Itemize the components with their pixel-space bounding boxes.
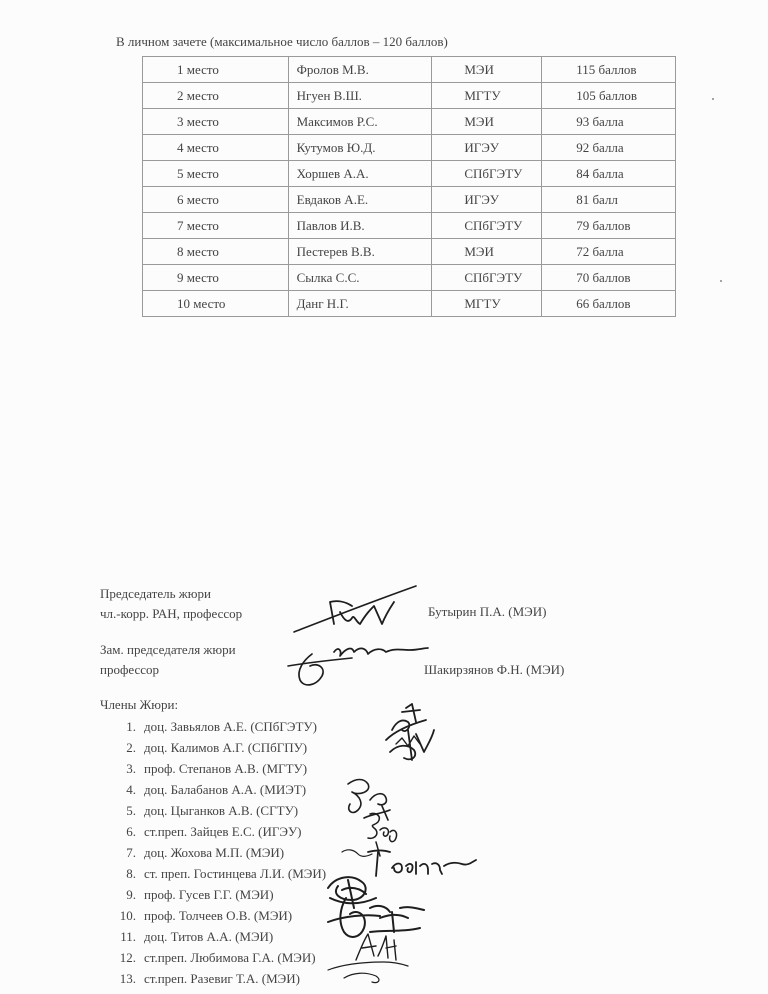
member-signature-1	[372, 700, 442, 770]
vice-chair-name: Шакирзянов Ф.Н. (МЭИ)	[424, 662, 565, 677]
member-number: 7.	[126, 845, 136, 860]
org-cell: СПбГЭТУ	[432, 161, 542, 187]
list-item	[100, 842, 326, 863]
member-text: проф. Степанов А.В. (МГТУ)	[144, 761, 308, 776]
org-cell: СПбГЭТУ	[432, 265, 542, 291]
member-signature-2	[338, 770, 408, 826]
list-item	[100, 905, 326, 926]
org-cell: ИГЭУ	[432, 135, 542, 161]
table-row	[143, 57, 676, 83]
name-cell: Хоршев А.А.	[288, 161, 432, 187]
list-item	[100, 779, 326, 800]
table-row	[143, 265, 676, 291]
member-signature-3	[336, 810, 406, 870]
place-cell: 10 место	[143, 291, 289, 317]
name-cell: Нгуен В.Ш.	[288, 83, 432, 109]
member-number: 1.	[126, 719, 136, 734]
vice-chair-rank: профессор	[100, 662, 160, 677]
org-cell: МГТУ	[432, 291, 542, 317]
name-cell: Фролов М.В.	[288, 57, 432, 83]
member-signature-4	[360, 844, 480, 884]
member-number: 13.	[119, 971, 136, 986]
score-cell: 115 баллов	[542, 57, 676, 83]
member-number: 5.	[126, 803, 136, 818]
member-text: ст.преп. Зайцев Е.С. (ИГЭУ)	[144, 824, 302, 839]
name-cell: Павлов И.В.	[288, 213, 432, 239]
member-signature-6	[320, 888, 430, 948]
score-cell: 66 баллов	[542, 291, 676, 317]
org-cell: МЭИ	[432, 239, 542, 265]
member-number: 6.	[126, 824, 136, 839]
name-cell: Кутумов Ю.Д.	[288, 135, 432, 161]
list-item	[100, 926, 326, 947]
member-number: 12.	[119, 950, 136, 965]
table-row	[143, 109, 676, 135]
member-text: ст.преп. Разевиг Т.А. (МЭИ)	[144, 971, 300, 986]
member-text: ст.преп. Любимова Г.А. (МЭИ)	[144, 950, 316, 965]
table-row	[143, 83, 676, 109]
org-cell: МЭИ	[432, 57, 542, 83]
member-number: 10.	[119, 908, 136, 923]
member-number: 3.	[126, 761, 136, 776]
score-cell: 105 баллов	[542, 83, 676, 109]
place-cell: 5 место	[143, 161, 289, 187]
org-cell: МЭИ	[432, 109, 542, 135]
chair-title: Председатель жюри	[100, 586, 211, 601]
org-cell: ИГЭУ	[432, 187, 542, 213]
member-text: доц. Жохова М.П. (МЭИ)	[144, 845, 285, 860]
place-cell: 7 место	[143, 213, 289, 239]
member-text: доц. Цыганков А.В. (СГТУ)	[144, 803, 299, 818]
results-table	[142, 56, 676, 317]
table-row	[143, 213, 676, 239]
member-text: доц. Титов А.А. (МЭИ)	[144, 929, 274, 944]
table-caption: В личном зачете (максимальное число баллов – 120 баллов)	[116, 34, 448, 49]
place-cell: 1 место	[143, 57, 289, 83]
member-number: 2.	[126, 740, 136, 755]
table-row	[143, 291, 676, 317]
place-cell: 9 место	[143, 265, 289, 291]
score-cell: 70 баллов	[542, 265, 676, 291]
vice-chair-block	[100, 640, 236, 680]
vice-chair-signature	[282, 636, 432, 696]
members-list	[100, 716, 326, 989]
member-text: проф. Толчеев О.В. (МЭИ)	[144, 908, 293, 923]
score-cell: 79 баллов	[542, 213, 676, 239]
score-cell: 93 балла	[542, 109, 676, 135]
place-cell: 2 место	[143, 83, 289, 109]
list-item	[100, 968, 326, 989]
org-cell: СПбГЭТУ	[432, 213, 542, 239]
list-item	[100, 884, 326, 905]
member-signature-5	[318, 868, 388, 912]
member-signature-7	[324, 926, 414, 986]
place-cell: 3 место	[143, 109, 289, 135]
scan-speck	[712, 98, 714, 100]
list-item	[100, 800, 326, 821]
place-cell: 8 место	[143, 239, 289, 265]
member-text: доц. Завьялов А.Е. (СПбГЭТУ)	[144, 719, 317, 734]
member-number: 8.	[126, 866, 136, 881]
vice-chair-title: Зам. председателя жюри	[100, 642, 236, 657]
member-text: проф. Гусев Г.Г. (МЭИ)	[144, 887, 274, 902]
list-item	[100, 758, 326, 779]
score-cell: 72 балла	[542, 239, 676, 265]
member-number: 9.	[126, 887, 136, 902]
list-item	[100, 947, 326, 968]
score-cell: 92 балла	[542, 135, 676, 161]
table-row	[143, 187, 676, 213]
list-item	[100, 821, 326, 842]
name-cell: Евдаков А.Е.	[288, 187, 432, 213]
scan-speck	[720, 280, 722, 282]
list-item	[100, 737, 326, 758]
org-cell: МГТУ	[432, 83, 542, 109]
list-item	[100, 716, 326, 737]
table-row	[143, 161, 676, 187]
member-text: ст. преп. Гостинцева Л.И. (МЭИ)	[144, 866, 327, 881]
member-number: 11.	[120, 929, 136, 944]
place-cell: 4 место	[143, 135, 289, 161]
name-cell: Сылка С.С.	[288, 265, 432, 291]
name-cell: Пестерев В.В.	[288, 239, 432, 265]
member-text: доц. Балабанов А.А. (МИЭТ)	[144, 782, 307, 797]
score-cell: 81 балл	[542, 187, 676, 213]
member-text: доц. Калимов А.Г. (СПбГПУ)	[144, 740, 308, 755]
table-row	[143, 239, 676, 265]
chair-block	[100, 584, 242, 624]
chair-rank: чл.-корр. РАН, профессор	[100, 606, 243, 621]
place-cell: 6 место	[143, 187, 289, 213]
name-cell: Данг Н.Г.	[288, 291, 432, 317]
member-number: 4.	[126, 782, 136, 797]
score-cell: 84 балла	[542, 161, 676, 187]
chair-signature	[290, 584, 430, 644]
chair-name: Бутырин П.А. (МЭИ)	[428, 604, 547, 619]
name-cell: Максимов Р.С.	[288, 109, 432, 135]
table-row	[143, 135, 676, 161]
list-item	[100, 863, 326, 884]
members-title: Члены Жюри:	[100, 697, 179, 712]
